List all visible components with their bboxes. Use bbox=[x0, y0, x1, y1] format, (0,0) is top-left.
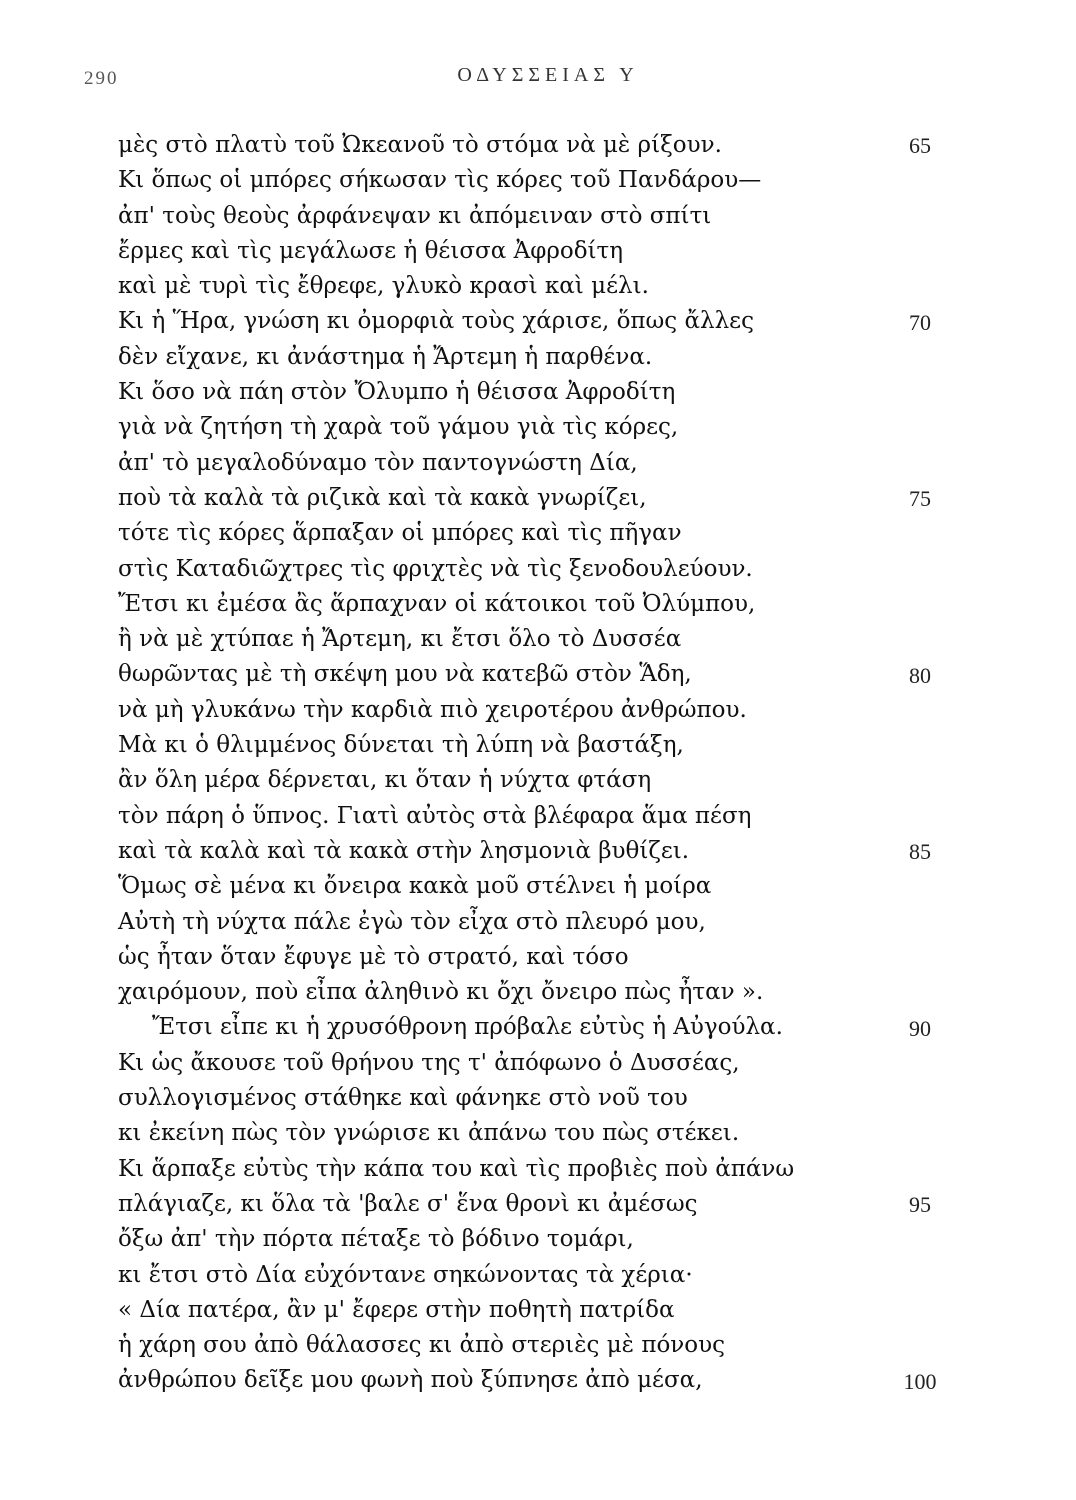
verse-line: ἡ χάρη σου ἀπὸ θάλασσες κι ἀπὸ στεριὲς μὲ πόνους bbox=[118, 1332, 725, 1359]
verse-line: Κι ὡς ἄκουσε τοῦ θρήνου της τ' ἀπόφωνο ὁ Δυσσέας, bbox=[118, 1049, 740, 1076]
verse-line: πλάγιαζε, κι ὅλα τὰ 'βαλε σ' ἕνα θρονὶ κι ἀμέσως bbox=[118, 1190, 698, 1217]
verse-line: τὸν πάρη ὁ ὕπνος. Γιατὶ αὐτὸς στὰ βλέφαρα ἅμα πέση bbox=[118, 802, 752, 829]
verse-line: Ὅμως σὲ μένα κι ὄνειρα κακὰ μοῦ στέλνει ἡ μοίρα bbox=[118, 873, 712, 900]
verse-line: ὡς ἦταν ὅταν ἔφυγε μὲ τὸ στρατό, καὶ τόσο bbox=[118, 943, 629, 970]
verse-line: ὄξω ἀπ' τὴν πόρτα πέταξε τὸ βόδινο τομάρι, bbox=[118, 1226, 634, 1253]
verse-line: Κι ὅσο νὰ πάη στὸν Ὄλυμπο ἡ θέισσα Ἀφροδίτη bbox=[118, 379, 676, 406]
verse-line: νὰ μὴ γλυκάνω τὴν καρδιὰ πιὸ χειροτέρου ἀνθρώπου. bbox=[118, 696, 747, 723]
verse-line: Αὐτὴ τὴ νύχτα πάλε ἐγὼ τὸν εἶχα στὸ πλευρό μου, bbox=[118, 908, 706, 935]
verse-line: τότε τὶς κόρες ἅρπαξαν οἱ μπόρες καὶ τὶς πῆγαν bbox=[118, 520, 682, 547]
verse-line: καὶ μὲ τυρὶ τὶς ἔθρεφε, γλυκὸ κρασὶ καὶ μέλι. bbox=[118, 273, 649, 300]
verse-line: Κι ἡ Ἥρα, γνώση κι ὀμορφιὰ τοὺς χάρισε, ὅπως ἄλλες bbox=[118, 308, 754, 335]
verse-line: ἔρμες καὶ τὶς μεγάλωσε ἡ θέισσα Ἀφροδίτη bbox=[118, 237, 624, 264]
page-number: 290 bbox=[84, 68, 119, 89]
verse-line: Κι ὅπως οἱ μπόρες σήκωσαν τὶς κόρες τοῦ Πανδάρου— bbox=[118, 167, 762, 194]
verse-line: « Δία πατέρα, ἂν μ' ἔφερε στὴν ποθητὴ πατρίδα bbox=[118, 1296, 675, 1323]
running-title: ΟΔΥΣΣΕΙΑΣ Υ bbox=[457, 64, 639, 86]
verse-list bbox=[118, 128, 918, 1399]
verse-line: χαιρόμουν, ποὺ εἶπα ἀληθινὸ κι ὄχι ὄνειρο πὼς ἦταν ». bbox=[118, 979, 764, 1006]
verse-line: κι ἔτσι στὸ Δία εὐχόντανε σηκώνοντας τὰ χέρια· bbox=[118, 1261, 693, 1288]
verse-line: ἀνθρώπου δεῖξε μου φωνὴ ποὺ ξύπνησε ἀπὸ μέσα, bbox=[118, 1367, 703, 1394]
verse-line: μὲς στὸ πλατὺ τοῦ Ὠκεανοῦ τὸ στόμα νὰ μὲ ρίξουν. bbox=[118, 132, 722, 158]
verse-line: ἂν ὅλη μέρα δέρνεται, κι ὅταν ἡ νύχτα φτάση bbox=[118, 767, 652, 794]
line-number: 90 bbox=[909, 1015, 931, 1041]
verse-line: Κι ἅρπαξε εὐτὺς τὴν κάπα του καὶ τὶς προβιὲς ποὺ ἀπάνω bbox=[118, 1155, 795, 1182]
line-number: 85 bbox=[909, 839, 931, 864]
line-number: 70 bbox=[909, 309, 931, 335]
verse-line: Ἔτσι κι ἐμέσα ἂς ἅρπαχναν οἱ κάτοικοι τοῦ Ὀλύμπου, bbox=[118, 590, 756, 617]
verse-line: στὶς Καταδιῶχτρες τὶς φριχτὲς νὰ τὶς ξενοδουλεύουν. bbox=[118, 555, 753, 582]
line-number: 80 bbox=[909, 662, 931, 688]
verse-line: ἀπ' τὸ μεγαλοδύναμο τὸν παντογνώστη Δία, bbox=[118, 449, 638, 476]
verse-line: καὶ τὰ καλὰ καὶ τὰ κακὰ στὴν λησμονιὰ βυθίζει. bbox=[118, 837, 690, 864]
verse-line: θωρῶντας μὲ τὴ σκέψη μου νὰ κατεβῶ στὸν Ἅδη, bbox=[118, 661, 692, 688]
line-number: 100 bbox=[903, 1368, 937, 1394]
line-number: 75 bbox=[909, 486, 931, 511]
verse-line: ἢ νὰ μὲ χτύπαε ἡ Ἄρτεμη, κι ἔτσι ὅλο τὸ Δυσσέα bbox=[118, 626, 682, 653]
verse-line: δὲν εἴχανε, κι ἀνάστημα ἡ Ἄρτεμη ἡ παρθένα. bbox=[118, 343, 653, 370]
verse-line: Μὰ κι ὁ θλιμμένος δύνεται τὴ λύπη νὰ βαστάξη, bbox=[118, 732, 684, 759]
verse-line: ἀπ' τοὺς θεοὺς ἀρφάνεψαν κι ἀπόμειναν στὸ σπίτι bbox=[118, 202, 712, 229]
verse-line: ποὺ τὰ καλὰ τὰ ριζικὰ καὶ τὰ κακὰ γνωρίζει, bbox=[118, 484, 647, 511]
verse-line: κι ἐκείνη πὼς τὸν γνώρισε κι ἀπάνω του πὼς στέκει. bbox=[118, 1120, 740, 1147]
verse-line: γιὰ νὰ ζητήση τὴ χαρὰ τοῦ γάμου γιὰ τὶς κόρες, bbox=[118, 414, 679, 441]
line-number: 95 bbox=[909, 1192, 931, 1217]
line-number: 65 bbox=[909, 133, 931, 158]
verse-line: Ἔτσι εἶπε κι ἡ χρυσόθρονη πρόβαλε εὐτὺς ἡ Αὐγούλα. bbox=[152, 1014, 783, 1041]
verse-line: συλλογισμένος στάθηκε καὶ φάνηκε στὸ νοῦ του bbox=[118, 1085, 688, 1112]
